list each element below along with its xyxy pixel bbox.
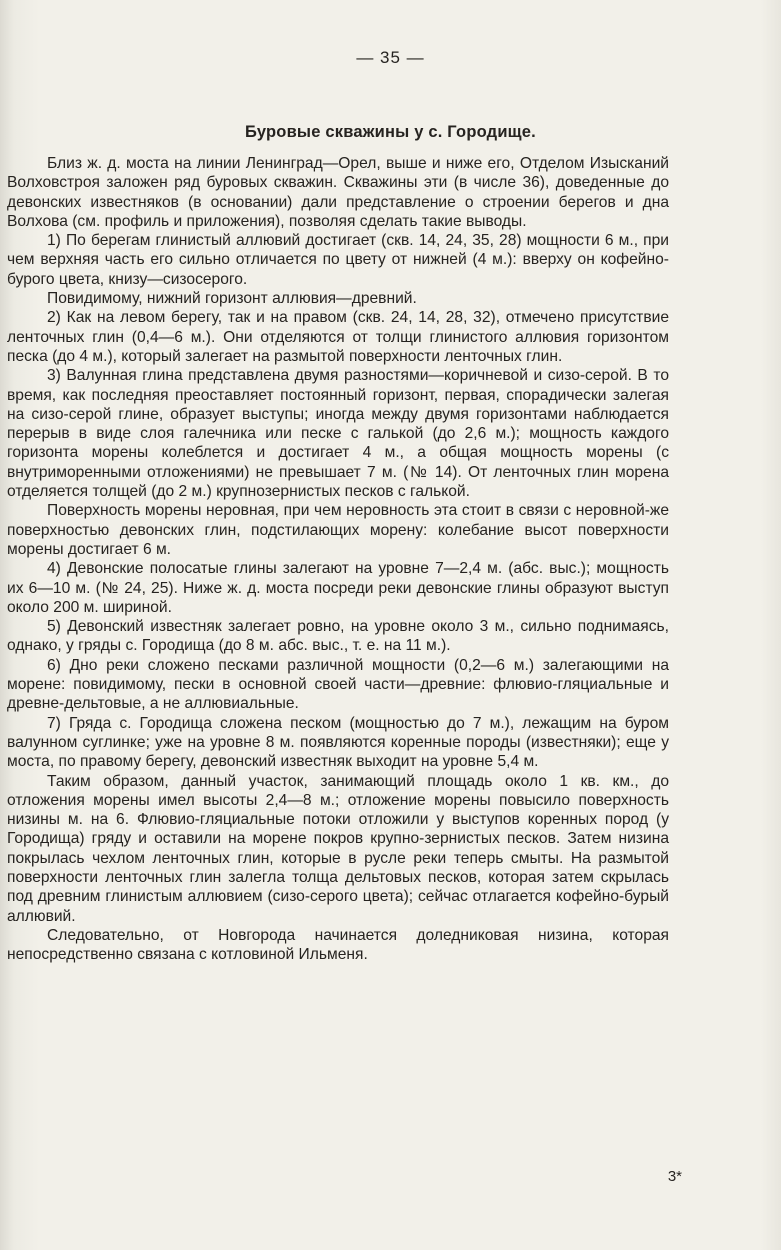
paragraph: Повидимому, нижний горизонт аллювия—древний. xyxy=(47,290,417,308)
paragraph: 2) Как на левом берегу, так и на правом (скв. 24, 14, 28, 32), отмечено присутствие ленточных глин (0,4—6 м.). Они отделяются от толщи глинистого аллювия горизонтом песка (до 4 м.), который залегает на размытой поверхности ленточных глин. xyxy=(7,309,669,365)
page-number: — 35 — xyxy=(356,48,425,67)
paragraph: 7) Гряда с. Городища сложена песком (мощностью до 7 м.), лежащим на буром валунном суглинке; уже на уровне 8 м. появляются коренные породы (известняки); еще у моста, по правому берегу, девонский известняк выходит на уровне 5,4 м. xyxy=(7,714,669,771)
section-title: Буровые скважины у с. Городище. xyxy=(245,123,536,141)
paragraph: 6) Дно реки сложено песками различной мощности (0,2—6 м.) залегающими на морене: повидимому, пески в основной своей части—древние: флювио-гляциальные и древне-дельтовые, а не аллювиальные. xyxy=(7,656,669,713)
paragraph: Близ ж. д. моста на линии Ленинград—Орел, выше и ниже его, Отделом Изысканий Волховстроя заложен ряд буровых скважин. Скважины эти (в числе 36), доведенные до девонских известняков (в основании) дали представление о строении берегов и дна Волхова (см. профиль и приложения), позволяя сделать такие выводы. xyxy=(7,155,669,230)
paragraph: 5) Девонский известняк залегает ровно, на уровне около 3 м., сильно поднимаясь, однако, у гряды с. Городища (до 8 м. абс. выс., т. е. на 11 м.). xyxy=(7,618,669,655)
text-body xyxy=(7,154,669,964)
paragraph: 4) Девонские полосатые глины залегают на уровне 7—2,4 м. (абс. выс.); мощность их 6—10 м. (№ 24, 25). Ниже ж. д. моста посреди реки девонские глины образуют выступ около 200 м. шириной. xyxy=(7,560,669,616)
paragraph: 3) Валунная глина представлена двумя разностями—коричневой и сизо-серой. В то время, как последняя преоставляет постоянный горизонт, первая, спорадически залегая на сизо-серой глине, образует выступы; иногда между двумя горизонтами наблюдается перерыв в виде слоя галечника или песке с галькой (до 2,6 м.); мощность каждого горизонта морены колеблется и достигает 4 м., а общая мощность морены (с внутриморенными отложениями) не превышает 7 м. (№ 14). От ленточных глин морена отделяется толщей (до 2 м.) крупнозернистых песков с галькой. xyxy=(7,367,669,501)
paragraph: Таким образом, данный участок, занимающий площадь около 1 кв. км., до отложения морены имел высоты 2,4—8 м.; отложение морены повысило поверхность низины м. на 6. Флювио-гляциальные потоки отложили у выступов коренных пород (у Городища) гряду и оставили на морене покров крупно-зернистых песков. Затем низина покрылась чехлом ленточных глин, которые в русле реки теперь смыты. На размытой поверхности ленточных глин залегла толща дельтовых песков, которая затем скрылась под древним глинистым аллювием (сизо-серого цвета); сейчас отлагается кофейно-бурый аллювий. xyxy=(7,772,669,925)
paragraph: 1) По берегам глинистый аллювий достигает (скв. 14, 24, 35, 28) мощности 6 м., при чем верхняя часть его сильно отличается по цвету от нижней (4 м.): вверху он кофейно-бурого цвета, книзу—сизосерого. xyxy=(7,232,669,288)
printer-signature: 3* xyxy=(667,1168,682,1185)
paragraph: Следовательно, от Новгорода начинается доледниковая низина, которая непосредственно связана с котловиной Ильменя. xyxy=(7,926,669,964)
paragraph: Поверхность морены неровная, при чем неровность эта стоит в связи с неровной-же поверхностью девонских глин, подстилающих морену: колебание высот поверхности морены достигает 6 м. xyxy=(7,502,669,558)
